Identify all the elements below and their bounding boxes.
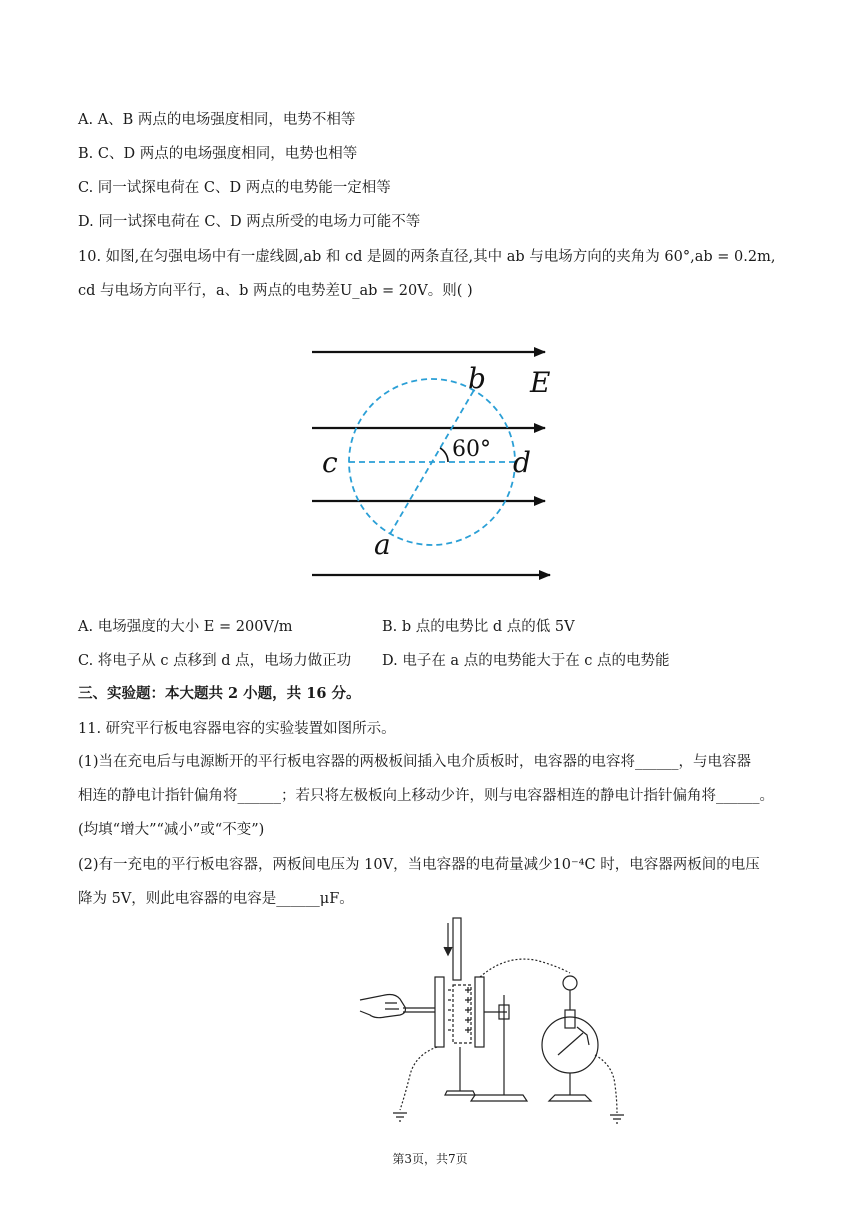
q9-option-b: B. C、D 两点的电场强度相同，电势也相等 [78, 146, 358, 162]
q9-option-d: D. 同一试探电荷在 C、D 两点所受的电场力可能不等 [78, 214, 421, 230]
q11-part2-line1: (2)有一充电的平行板电容器，两板间电压为 10V，当电容器的电荷量减少10⁻⁴C 时，电容器两板间的电压 [78, 857, 760, 873]
q11-part2-line2: 降为 5V，则此电容器的电容是______μF。 [78, 891, 354, 907]
angle-arc [440, 448, 448, 462]
q10-option-b: B. b 点的电势比 d 点的低 5V [382, 619, 575, 635]
q9-option-c: C. 同一试探电荷在 C、D 两点的电势能一定相等 [78, 180, 391, 196]
q9-option-a: A. A、B 两点的电场强度相同，电势不相等 [78, 112, 356, 128]
q10-option-a: A. 电场强度的大小 E = 200V/m [78, 619, 293, 635]
q10-option-c: C. 将电子从 c 点移到 d 点，电场力做正功 [78, 653, 352, 669]
label-c: c [322, 446, 338, 479]
q10-option-d: D. 电子在 a 点的电势能大于在 c 点的电势能 [382, 653, 670, 669]
label-d: d [513, 446, 531, 479]
section3-heading: 三、实验题：本大题共 2 小题，共 16 分。 [78, 685, 361, 702]
page-footer: 第3页，共7页 [392, 1152, 468, 1166]
q11-part1-line3: (均填“增大”“减小”或“不变”) [78, 822, 265, 838]
q11-part1-line2: 相连的静电计指针偏角将______；若只将左极板向上移动少许，则与电容器相连的静电计指针偏角将______。 [78, 788, 774, 804]
q10-stem-line2: cd 与电场方向平行，a、b 两点的电势差U_ab = 20V。则( ) [78, 283, 473, 299]
label-E: E [530, 366, 551, 399]
label-b: b [468, 362, 486, 395]
q10-stem-line1: 10. 如图,在匀强电场中有一虚线圆,ab 和 cd 是圆的两条直径,其中 ab 与电场方向的夹角为 60°,ab = 0.2m, [78, 249, 776, 265]
label-angle: 60° [452, 437, 491, 462]
capacitor-apparatus-figure [355, 915, 635, 1130]
electric-field-circle-figure [300, 338, 570, 588]
q11-stem: 11. 研究平行板电容器电容的实验装置如图所示。 [78, 721, 396, 737]
label-a: a [374, 528, 391, 561]
q11-part1-line1: (1)当在充电后与电源断开的平行板电容器的两极板间插入电介质板时，电容器的电容将______，与电容器 [78, 754, 752, 770]
